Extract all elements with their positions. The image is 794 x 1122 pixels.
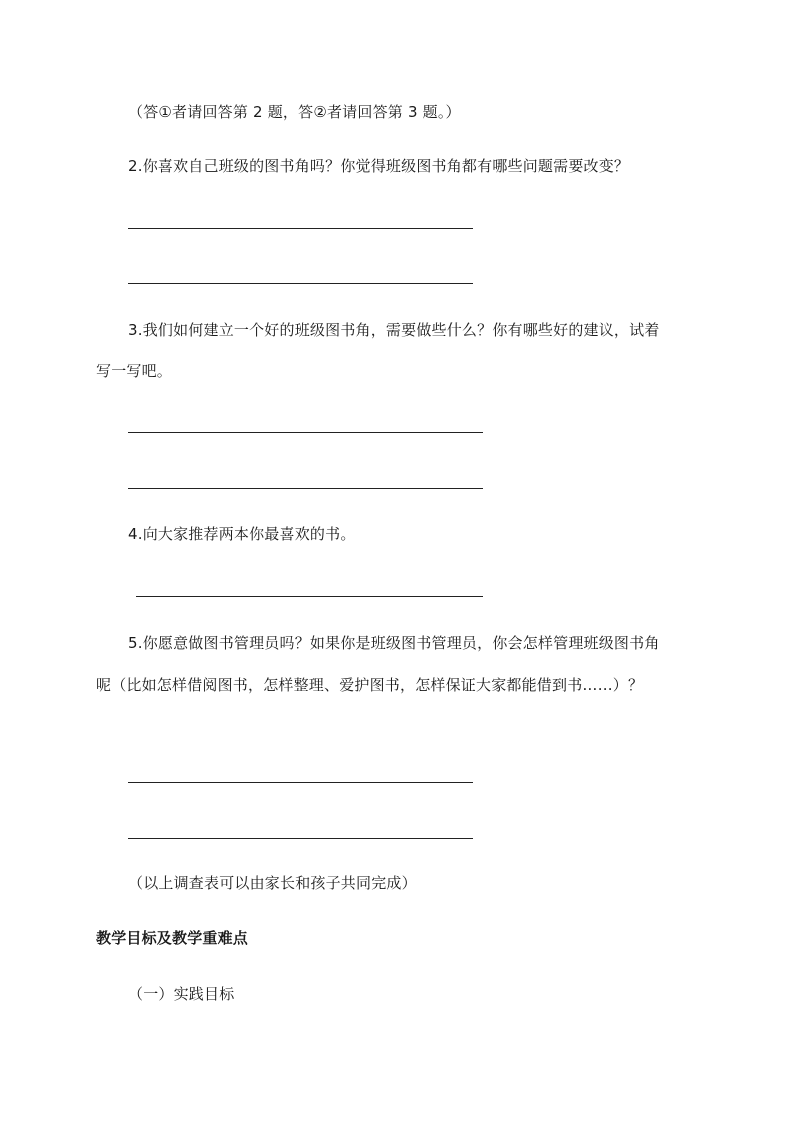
question-3-text-line-2: 写一写吧。 bbox=[96, 362, 173, 380]
answer-line-q3-1 bbox=[128, 432, 483, 433]
answer-line-q5-1 bbox=[128, 782, 473, 783]
section-heading: 教学目标及教学重难点 bbox=[96, 929, 249, 947]
subsection-heading: （一）实践目标 bbox=[128, 985, 235, 1003]
answer-line-q4-1 bbox=[136, 596, 483, 597]
answer-line-q2-1 bbox=[128, 228, 473, 229]
answer-line-q2-2 bbox=[128, 283, 473, 284]
question-5-text-line-1: 5.你愿意做图书管理员吗？如果你是班级图书管理员，你会怎样管理班级图书角 bbox=[128, 634, 660, 652]
answer-instruction-note: （答①者请回答第 2 题，答②者请回答第 3 题。） bbox=[128, 103, 461, 121]
completion-note: （以上调查表可以由家长和孩子共同完成） bbox=[128, 874, 417, 892]
question-4-text: 4.向大家推荐两本你最喜欢的书。 bbox=[128, 525, 356, 543]
question-2-text: 2.你喜欢自己班级的图书角吗？你觉得班级图书角都有哪些问题需要改变？ bbox=[128, 157, 630, 175]
answer-line-q5-2 bbox=[128, 838, 473, 839]
answer-line-q3-2 bbox=[128, 488, 483, 489]
question-5-text-line-2: 呢（比如怎样借阅图书，怎样整理、爱护图书，怎样保证大家都能借到书……）？ bbox=[96, 676, 644, 694]
question-3-text-line-1: 3.我们如何建立一个好的班级图书角，需要做些什么？你有哪些好的建议，试着 bbox=[128, 321, 660, 339]
